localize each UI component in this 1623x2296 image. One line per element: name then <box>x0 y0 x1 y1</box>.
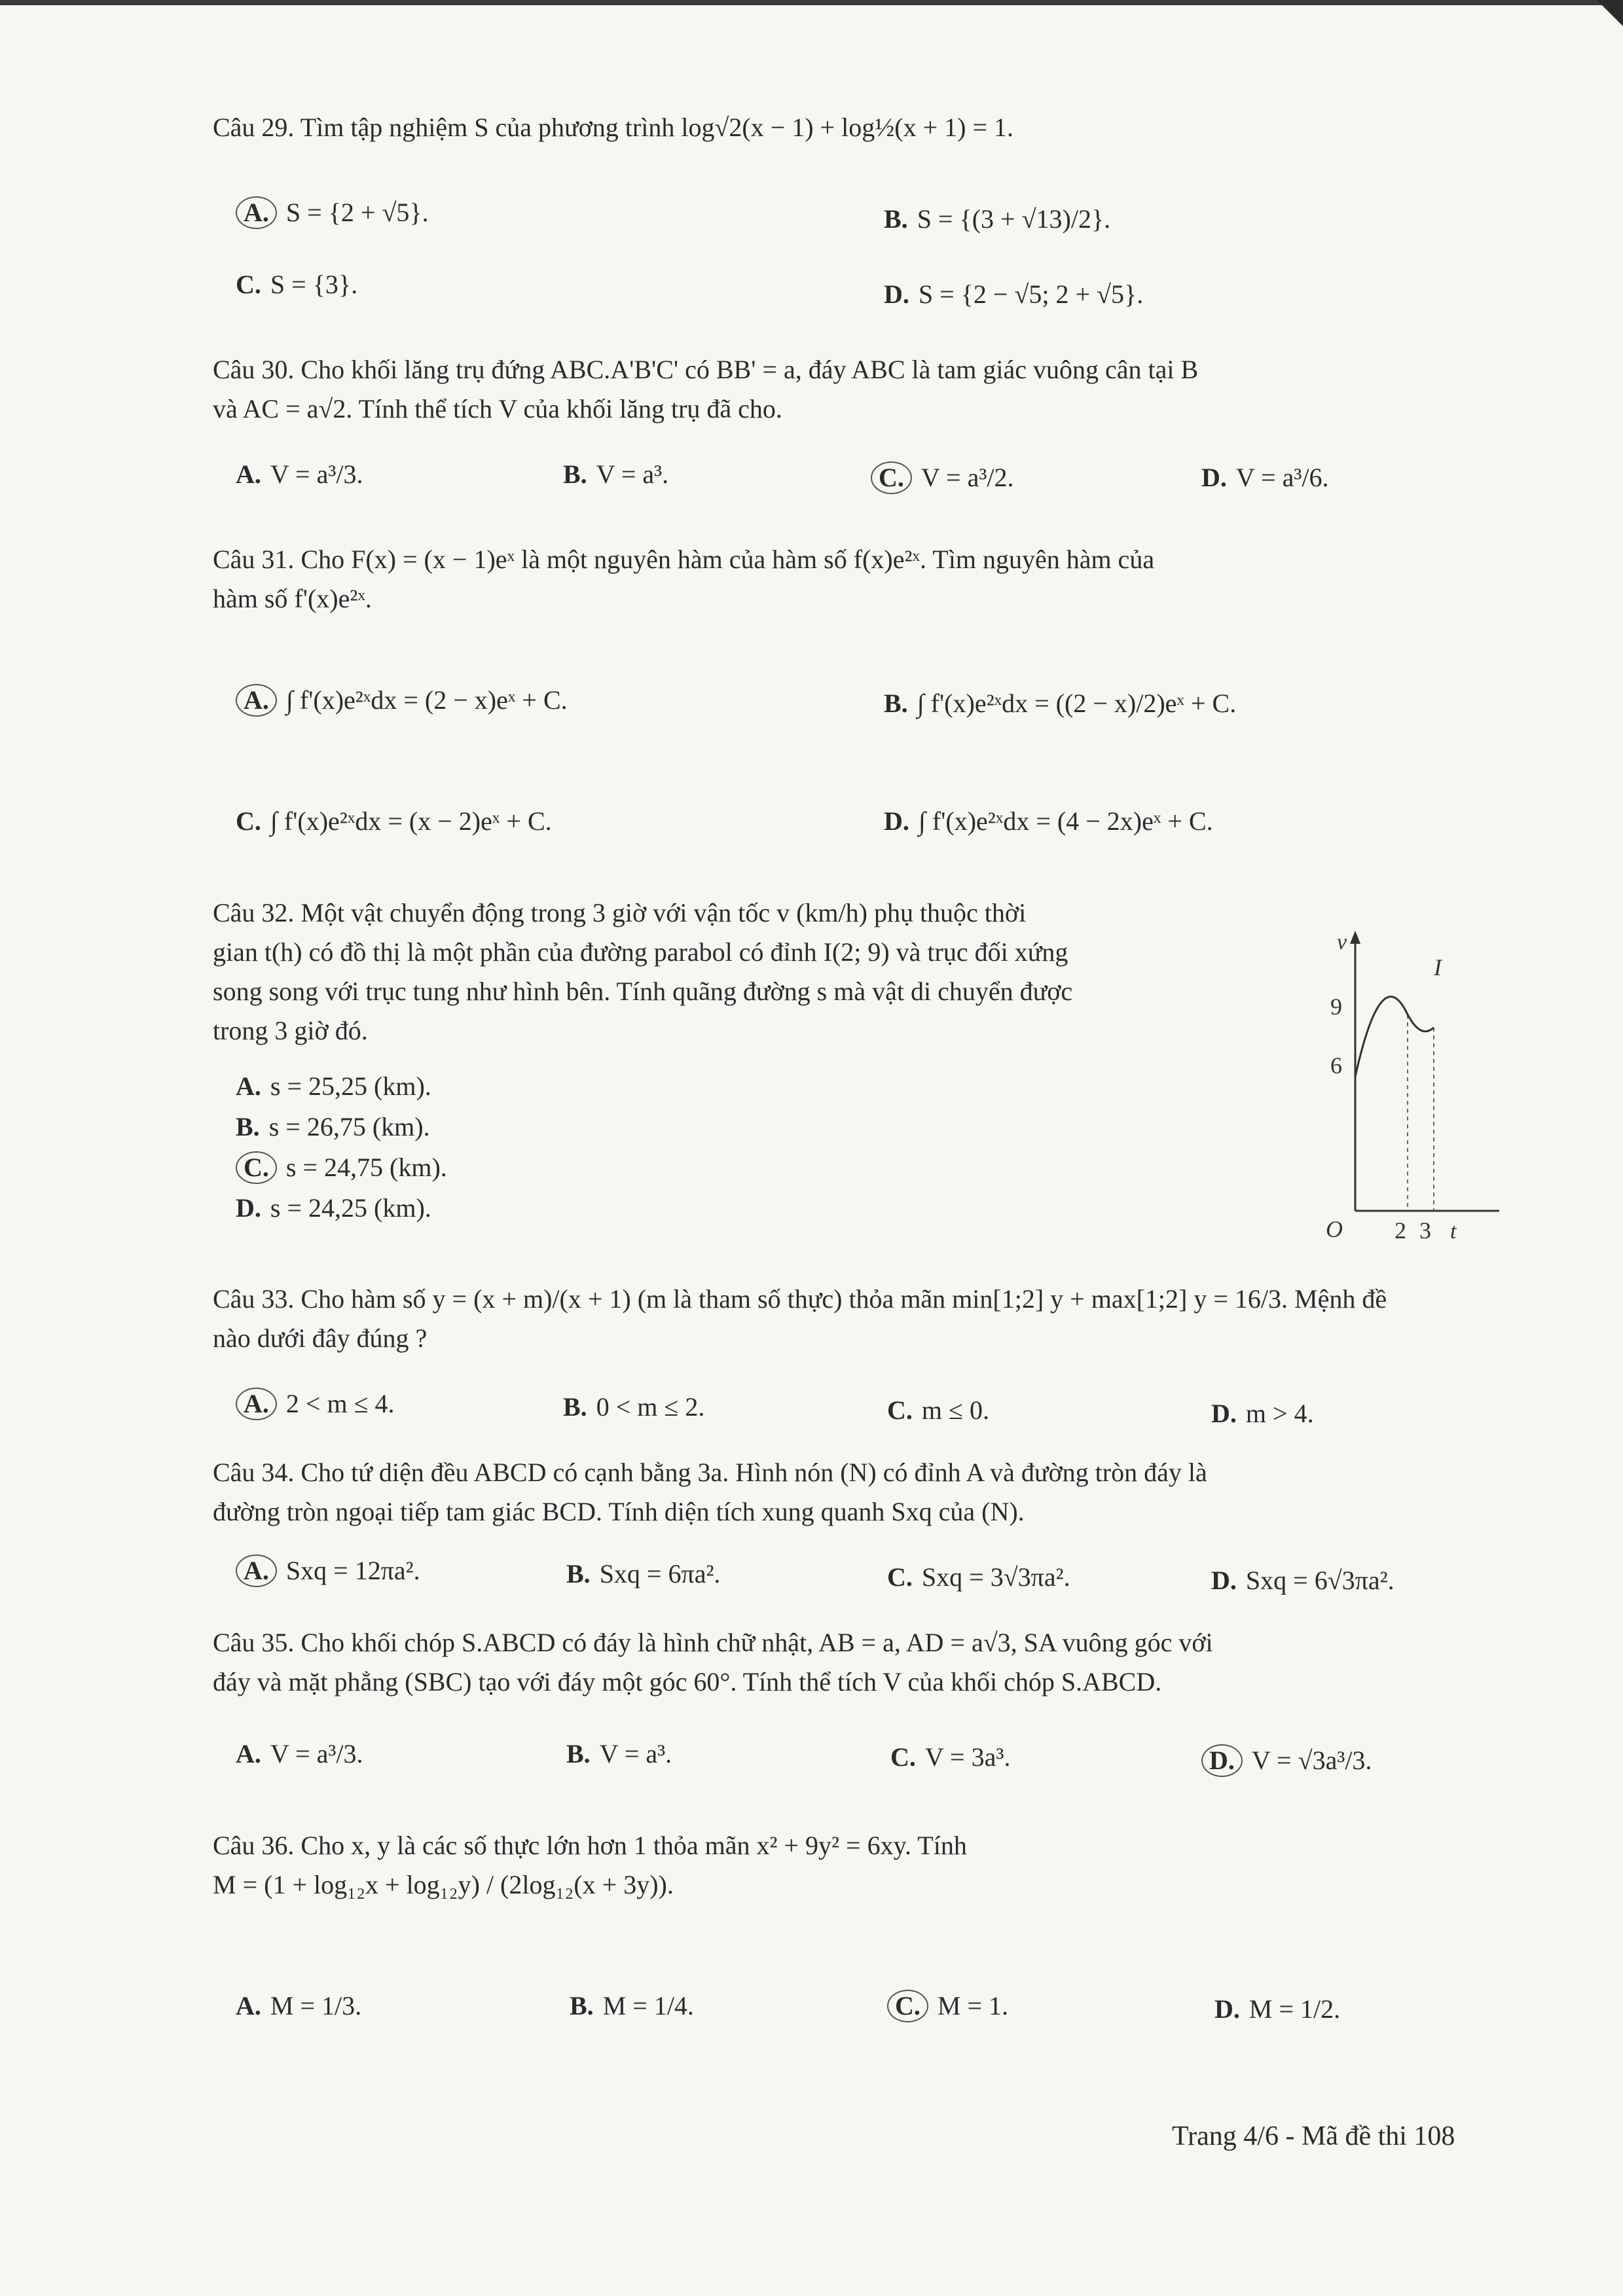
option-label: D. <box>236 1193 261 1223</box>
question-stem: Câu 32. Một vật chuyển động trong 3 giờ với vận tốc v (km/h) phụ thuộc thời <box>213 898 1027 927</box>
option-b <box>563 1388 704 1427</box>
question-stem: Câu 35. Cho khối chóp S.ABCD có đáy là hình chữ nhật, AB = a, AD = a√3, SA vuông góc với <box>213 1628 1213 1657</box>
option-text: Sxq = 6√3πa². <box>1245 1566 1395 1595</box>
option-text: S = {2 − √5; 2 + √5}. <box>918 279 1144 309</box>
option-d <box>236 1189 431 1228</box>
option-b <box>236 1107 430 1147</box>
question-stem: và AC = a√2. Tính thể tích V của khối lăng trụ đã cho. <box>213 394 782 423</box>
option-label: D. <box>1214 1994 1240 2024</box>
option-label: B. <box>884 204 908 234</box>
question-stem: Câu 30. Cho khối lăng trụ đứng ABC.A'B'C' có BB' = a, đáy ABC là tam giác vuông cân tại B <box>213 355 1199 384</box>
question-36 <box>213 1826 967 1905</box>
option-label: A. <box>236 459 261 489</box>
option-d <box>884 275 1143 314</box>
y-tick-6: 6 <box>1330 1052 1342 1079</box>
option-text: S = {(3 + √13)/2}. <box>917 204 1111 234</box>
vertex-label: I <box>1434 954 1442 980</box>
option-text: Sxq = 12πa². <box>285 1556 420 1585</box>
option-label: B. <box>236 1112 260 1141</box>
option-text: M = 1/4. <box>602 1991 694 2020</box>
question-32 <box>213 893 1072 1050</box>
option-text: V = a³. <box>596 459 669 489</box>
option-b <box>563 455 668 494</box>
question-stem: đáy và mặt phẳng (SBC) tạo với đáy một góc 60°. Tính thể tích V của khối chóp S.ABCD. <box>213 1667 1162 1696</box>
question-stem: gian t(h) có đồ thị là một phần của đường parabol có đỉnh I(2; 9) và trục đối xứng <box>213 937 1068 967</box>
option-text: ∫ f'(x)e²ˣdx = (2 − x)eˣ + C. <box>285 685 568 715</box>
option-label: B. <box>563 1392 587 1422</box>
question-stem: trong 3 giờ đó. <box>213 1016 368 1045</box>
option-text: m ≤ 0. <box>921 1395 989 1425</box>
option-d <box>1211 1394 1314 1433</box>
option-c <box>236 802 552 841</box>
option-a <box>236 193 429 232</box>
question-29 <box>213 108 1013 147</box>
option-label: A. <box>236 1071 261 1101</box>
option-label: D. <box>1211 1566 1237 1595</box>
question-34 <box>213 1453 1207 1532</box>
question-stem: đường tròn ngoại tiếp tam giác BCD. Tính diện tích xung quanh Sxq của (N). <box>213 1497 1025 1526</box>
option-text: V = a³/2. <box>921 463 1014 492</box>
question-stem: nào dưới đây đúng ? <box>213 1323 428 1353</box>
option-a <box>236 1551 420 1590</box>
option-text: V = 3a³. <box>924 1742 1011 1772</box>
question-31 <box>213 540 1154 619</box>
velocity-graph <box>1303 923 1512 1244</box>
option-text: V = a³/3. <box>270 459 363 489</box>
option-text: V = a³/6. <box>1235 463 1329 492</box>
option-text: S = {3}. <box>270 270 358 299</box>
option-label: B. <box>884 689 908 718</box>
page-footer: Trang 4/6 - Mã đề thi 108 <box>1172 2121 1455 2151</box>
option-label: B. <box>566 1559 591 1588</box>
option-label: C. <box>887 1395 913 1425</box>
question-35 <box>213 1623 1213 1702</box>
option-label: D. <box>1211 1399 1237 1428</box>
option-d <box>1214 1990 1340 2029</box>
option-text: 2 < m ≤ 4. <box>285 1389 395 1418</box>
option-label: C. <box>871 461 912 494</box>
question-stem: song song với trục tung như hình bên. Tính quãng đường s mà vật di chuyển được <box>213 977 1073 1006</box>
option-text: ∫ f'(x)e²ˣdx = (4 − 2x)eˣ + C. <box>918 806 1213 836</box>
option-label: D. <box>1201 1744 1243 1777</box>
question-stem: Câu 36. Cho x, y là các số thực lớn hơn 1 thỏa mãn x² + 9y² = 6xy. Tính <box>213 1831 967 1860</box>
t-axis-label: t <box>1450 1219 1457 1244</box>
option-c <box>887 1391 989 1430</box>
option-label: C. <box>236 1151 277 1184</box>
option-a <box>236 1734 363 1774</box>
v-axis-label: v <box>1337 930 1347 954</box>
question-stem: Câu 31. Cho F(x) = (x − 1)eˣ là một nguyên hàm của hàm số f(x)e²ˣ. Tìm nguyên hàm của <box>213 545 1155 574</box>
question-33 <box>213 1280 1387 1358</box>
option-text: M = 1/3. <box>270 1991 362 2020</box>
option-label: A. <box>236 196 277 229</box>
option-text: Sxq = 3√3πa². <box>921 1562 1070 1592</box>
option-label: A. <box>236 684 277 717</box>
option-text: 0 < m ≤ 2. <box>596 1392 705 1422</box>
option-c <box>890 1738 1010 1777</box>
option-label: A. <box>236 1991 261 2020</box>
option-b <box>884 684 1236 723</box>
option-c <box>887 1558 1070 1597</box>
question-stem: Câu 33. Cho hàm số y = (x + m)/(x + 1) (m là tham số thực) thỏa mãn min[1;2] y + max[1;2] y = 16/3. Mệnh đề <box>213 1284 1387 1314</box>
option-b <box>884 200 1110 239</box>
option-text: s = 24,75 (km). <box>285 1153 447 1182</box>
question-stem: hàm số f'(x)e²ˣ. <box>213 584 372 613</box>
option-a <box>236 1384 395 1424</box>
option-a <box>236 1067 431 1106</box>
x-tick-3: 3 <box>1419 1217 1431 1244</box>
option-text: M = 1. <box>937 1991 1009 2020</box>
question-stem: M = (1 + log₁₂x + log₁₂y) / (2log₁₂(x + 3y)). <box>213 1870 674 1899</box>
option-a <box>236 1986 361 2026</box>
option-label: C. <box>236 806 261 836</box>
y-tick-9: 9 <box>1330 994 1342 1020</box>
option-label: C. <box>887 1562 913 1592</box>
option-label: D. <box>1201 463 1227 492</box>
option-text: M = 1/2. <box>1249 1994 1341 2024</box>
option-d <box>1201 1741 1372 1780</box>
option-label: B. <box>563 459 587 489</box>
question-30 <box>213 350 1198 429</box>
option-text: V = √3a³/3. <box>1251 1746 1372 1775</box>
option-label: B. <box>566 1739 591 1768</box>
option-label: C. <box>236 270 261 299</box>
option-text: V = a³/3. <box>270 1739 363 1768</box>
option-c <box>871 458 1013 497</box>
option-label: D. <box>884 806 909 836</box>
option-text: Sxq = 6πa². <box>599 1559 721 1588</box>
option-text: V = a³. <box>599 1739 672 1768</box>
option-text: m > 4. <box>1245 1399 1314 1428</box>
option-c <box>236 1148 447 1187</box>
option-label: A. <box>236 1739 261 1768</box>
parabola-curve <box>1355 997 1434 1077</box>
option-c <box>887 1986 1008 2026</box>
option-text: s = 24,25 (km). <box>270 1193 431 1223</box>
option-d <box>884 802 1213 841</box>
option-text: s = 26,75 (km). <box>268 1112 430 1141</box>
option-label: A. <box>236 1388 277 1420</box>
question-stem: Câu 29. Tìm tập nghiệm S của phương trình log√2(x − 1) + log½(x + 1) = 1. <box>213 113 1014 142</box>
option-label: D. <box>884 279 909 309</box>
question-stem: Câu 34. Cho tứ diện đều ABCD có cạnh bằng 3a. Hình nón (N) có đỉnh A và đường tròn đáy là <box>213 1458 1207 1487</box>
x-tick-2: 2 <box>1395 1217 1406 1244</box>
option-label: A. <box>236 1554 277 1587</box>
option-text: ∫ f'(x)e²ˣdx = ((2 − x)/2)eˣ + C. <box>917 689 1237 718</box>
option-d <box>1201 458 1328 497</box>
option-label: C. <box>887 1990 928 2022</box>
option-a <box>236 681 568 720</box>
option-label: C. <box>890 1742 916 1772</box>
option-text: ∫ f'(x)e²ˣdx = (x − 2)eˣ + C. <box>270 806 552 836</box>
option-b <box>566 1554 720 1594</box>
option-c <box>236 265 357 304</box>
option-d <box>1211 1561 1395 1600</box>
option-label: B. <box>570 1991 594 2020</box>
option-text: S = {2 + √5}. <box>285 198 429 227</box>
origin-label: O <box>1326 1216 1343 1242</box>
option-b <box>570 1986 694 2026</box>
option-text: s = 25,25 (km). <box>270 1071 431 1101</box>
option-b <box>566 1734 672 1774</box>
v-axis-arrow-icon <box>1350 931 1360 944</box>
option-a <box>236 455 363 494</box>
